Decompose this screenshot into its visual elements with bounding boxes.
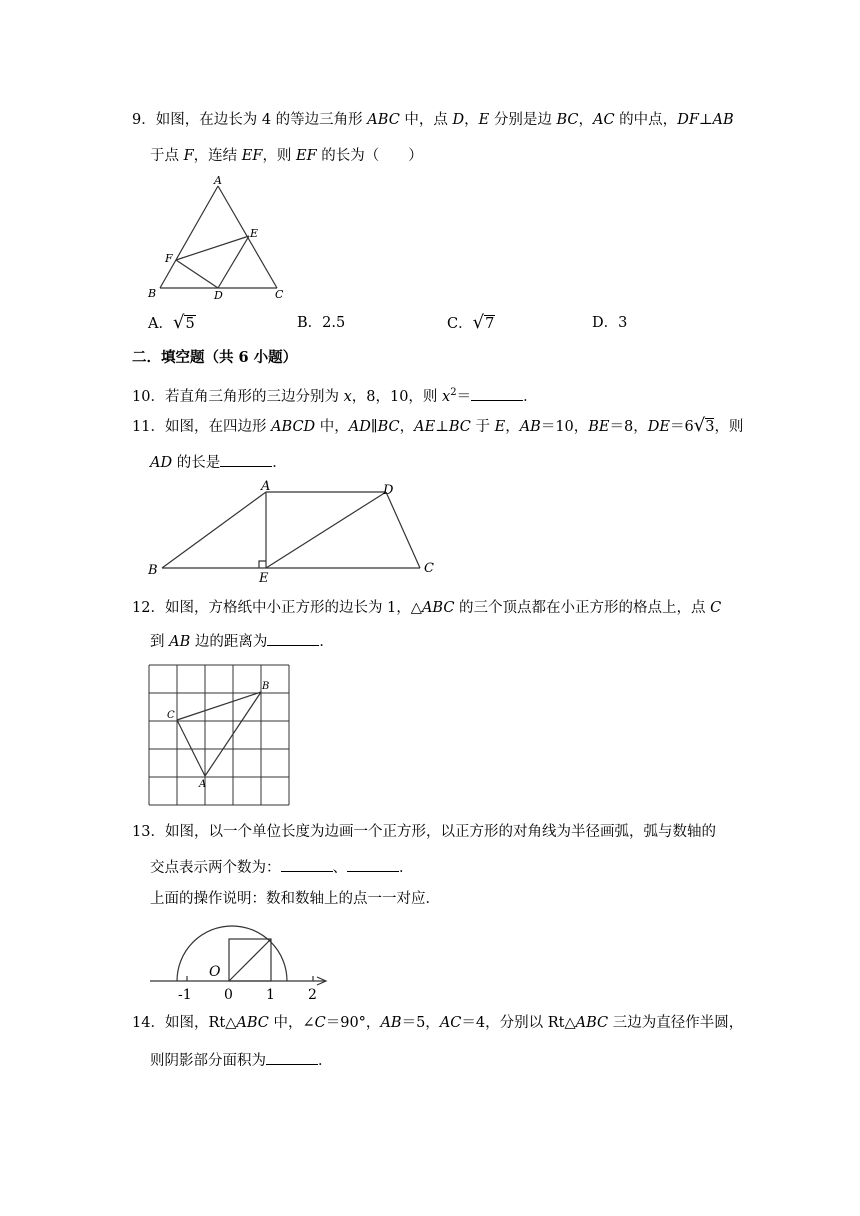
q9-option-b — [297, 313, 345, 333]
q11-text: ⊥ — [435, 419, 449, 435]
q14-text: AC — [439, 1015, 462, 1031]
q9-text: ，连结 — [193, 148, 242, 164]
q9-text: 分别是边 — [489, 112, 557, 128]
q9-option-c — [447, 313, 495, 334]
label-minus-1: -1 — [178, 987, 192, 1003]
q9-text: BC — [556, 112, 579, 128]
q14-text: 如图，Rt△ — [164, 1015, 237, 1031]
q10-text: x — [442, 388, 451, 405]
q12-line1 — [132, 598, 721, 618]
q11-number: 11． — [132, 419, 165, 435]
diagonal — [229, 939, 271, 981]
option-value: 2.5 — [322, 315, 346, 331]
q11-text: ，则 — [714, 419, 744, 435]
q9-text: ， — [464, 112, 479, 128]
q9-text: 的长为（ ） — [316, 148, 423, 164]
q12-text: ABC — [421, 600, 455, 616]
q9-text: ⊥ — [698, 112, 713, 128]
q11-text: 3 — [705, 419, 715, 435]
q12-line2 — [150, 631, 334, 652]
q14-line1 — [132, 1013, 743, 1033]
right-angle-mark — [259, 561, 266, 568]
q10-text: ＝ — [456, 388, 472, 405]
answer-blank[interactable] — [266, 1050, 318, 1065]
label-b: B — [148, 563, 158, 578]
q10-text: 若直角三角形的三边分别为 — [164, 388, 344, 405]
q9-option-d — [592, 313, 627, 333]
label-o: O — [209, 964, 221, 980]
label-c: C — [167, 710, 175, 721]
side-ca — [177, 720, 205, 776]
q9-triangle-figure — [140, 170, 300, 305]
q14-text: ABC — [575, 1015, 609, 1031]
sqrt-icon: √ — [693, 415, 706, 436]
q11-line1 — [132, 416, 743, 437]
q11-text: ＝8， — [609, 419, 648, 435]
answer-blank[interactable] — [281, 857, 333, 872]
q9-text: ， — [578, 112, 593, 128]
sqrt-icon: √ — [472, 312, 485, 333]
side-ab — [162, 492, 266, 568]
q11-text: 的长是 — [172, 455, 221, 471]
q14-text: 中，∠ — [268, 1015, 315, 1031]
q11-text: ABCD — [271, 419, 316, 435]
segment-de — [218, 236, 249, 288]
label-0: 0 — [224, 987, 233, 1003]
q9-line2 — [150, 146, 423, 166]
q9-text: AC — [593, 112, 615, 128]
sqrt-icon: √ — [172, 312, 185, 333]
q9-option-a — [148, 313, 196, 334]
q9-number: 9． — [132, 112, 156, 128]
q14-number: 14． — [132, 1015, 165, 1031]
q9-text: 如图，在边长为 4 的等边三角形 — [155, 112, 368, 128]
q11-text: 中， — [315, 419, 349, 435]
q13-text: ． — [399, 860, 414, 876]
answer-blank[interactable] — [267, 631, 319, 646]
label-1: 1 — [266, 987, 275, 1003]
q10-number: 10． — [132, 388, 165, 405]
answer-blank[interactable] — [471, 386, 523, 401]
q9-text: E — [478, 112, 490, 128]
q14-text: ． — [318, 1053, 333, 1069]
answer-blank[interactable] — [220, 452, 272, 467]
option-letter: B． — [297, 315, 323, 331]
q12-text: C — [710, 600, 722, 616]
label-2: 2 — [308, 987, 317, 1003]
segment-ed — [266, 492, 386, 568]
q10-text: x — [343, 388, 352, 405]
q12-text: 到 — [150, 634, 170, 650]
q11-text: ＝10， — [540, 419, 589, 435]
label-b: B — [262, 681, 270, 692]
q11-text: ． — [272, 455, 287, 471]
segment-fd — [176, 260, 218, 288]
q13-text: 上面的操作说明：数和数轴上的点一一对应． — [150, 891, 440, 907]
q9-text: F — [183, 148, 194, 164]
q9-text: 中，点 — [399, 112, 453, 128]
q11-text: ＝6 — [669, 419, 694, 435]
q14-text: AB — [380, 1015, 402, 1031]
q11-text: ， — [399, 419, 415, 435]
q12-text: 边的距离为 — [190, 634, 268, 650]
q10-line — [132, 383, 538, 407]
q9-text: ，则 — [262, 148, 297, 164]
label-f: F — [165, 252, 173, 265]
option-value: 7 — [485, 316, 495, 332]
label-d: D — [214, 289, 223, 302]
q11-text: 于 — [470, 419, 495, 435]
q14-line2 — [150, 1050, 333, 1071]
q14-text: C — [314, 1015, 326, 1031]
q11-trapezoid-figure — [140, 478, 440, 588]
q13-text: 、 — [332, 860, 347, 876]
option-value: 5 — [185, 316, 195, 332]
label-c: C — [424, 561, 434, 576]
option-letter: C． — [447, 316, 473, 332]
q13-line2 — [150, 857, 414, 878]
q14-text: ＝90°， — [325, 1015, 381, 1031]
q13-number-line-figure — [145, 918, 340, 1003]
q9-text: ABC — [367, 112, 400, 128]
q9-text: 的中点， — [614, 112, 678, 128]
q9-text: EF — [296, 148, 317, 164]
section-title: 二．填空题（共 6 小题） — [132, 349, 298, 366]
q9-line1 — [132, 110, 734, 130]
q12-grid-figure — [148, 664, 290, 806]
label-b: B — [148, 287, 157, 300]
q13-text: 交点表示两个数为： — [150, 860, 281, 876]
q12-text: 如图，方格纸中小正方形的边长为 1，△ — [164, 600, 422, 616]
q12-number: 12． — [132, 600, 165, 616]
q14-text: ＝4，分别以 Rt△ — [461, 1015, 576, 1031]
q11-text: ∥ — [370, 419, 378, 435]
side-cb — [177, 692, 261, 720]
q9-text: AB — [712, 112, 734, 128]
q13-number: 13． — [132, 824, 165, 840]
q10-text: 2 — [450, 387, 457, 398]
q9-text: 于点 — [150, 148, 184, 164]
option-letter: D． — [592, 315, 619, 331]
q13-text: 如图，以一个单位长度为边画一个正方形，以正方形的对角线为半径画弧，弧与数轴的 — [164, 824, 716, 840]
q14-text: 则阴影部分面积为 — [150, 1053, 266, 1069]
q12-text: AB — [169, 634, 191, 650]
label-a: A — [261, 479, 271, 494]
option-letter: A． — [148, 316, 173, 332]
q14-text: ABC — [236, 1015, 269, 1031]
answer-blank[interactable] — [347, 857, 399, 872]
side-dc — [386, 492, 420, 568]
q12-text: 的三个顶点都在小正方形的格点上，点 — [454, 600, 711, 616]
q11-text: 如图，在四边形 — [164, 419, 272, 435]
side-ab — [160, 186, 218, 288]
q11-text: DE — [647, 419, 670, 435]
label-a: A — [199, 779, 207, 790]
q10-text: ，8，10，则 — [351, 388, 443, 405]
label-e: E — [250, 227, 259, 240]
q13-line3 — [150, 889, 440, 909]
label-e: E — [259, 571, 269, 586]
label-d: D — [383, 483, 394, 498]
q10-text: ． — [523, 388, 538, 405]
q9-text: DF — [677, 112, 699, 128]
option-value: 3 — [618, 315, 628, 331]
q13-line1 — [132, 822, 716, 842]
label-c: C — [275, 288, 284, 301]
q12-text: ． — [319, 634, 334, 650]
q11-text: E — [494, 419, 506, 435]
label-a: A — [214, 174, 222, 187]
q11-text: AB — [519, 419, 541, 435]
q11-text: ， — [505, 419, 520, 435]
q9-text: EF — [241, 148, 263, 164]
q11-text: BC — [448, 419, 471, 435]
q11-text: AD — [150, 455, 173, 471]
q9-text: D — [452, 112, 465, 128]
q11-text: AD — [348, 419, 371, 435]
q11-text: AE — [414, 419, 436, 435]
q11-line2 — [150, 452, 287, 473]
q11-text: BE — [588, 419, 610, 435]
q14-text: ＝5， — [401, 1015, 440, 1031]
q14-text: 三边为直径作半圆， — [608, 1015, 744, 1031]
q11-text: BC — [377, 419, 400, 435]
